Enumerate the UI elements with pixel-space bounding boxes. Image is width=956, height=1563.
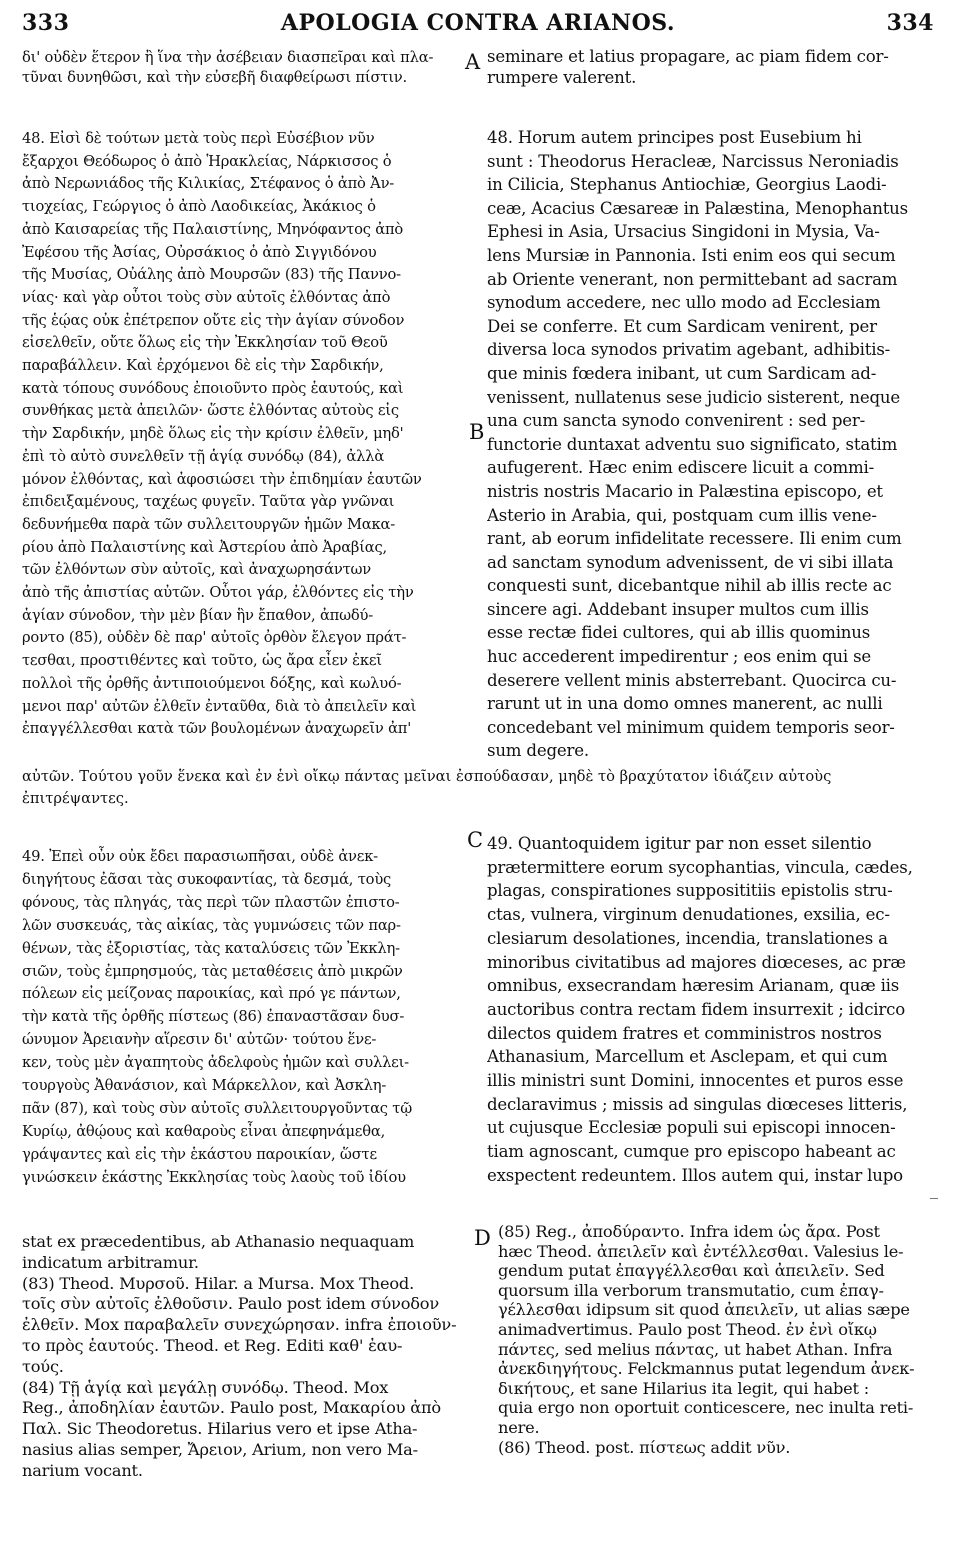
footnote-rule: [930, 1198, 938, 1199]
text-line: πολλοὶ τῆς ὀρθῆς ἀντιποιούμενοι δόξης, καὶ κωλυό-: [22, 674, 402, 692]
latin-section-48: [487, 126, 936, 763]
text-line: ροντο (85), οὐδὲν δὲ παρ' αὐτοῖς ὀρθὸν ἔλεγον πράτ-: [22, 629, 407, 647]
text-line: λῶν συσκευάς, τὰς αἰκίας, τὰς γυμνώσεις τῶν παρ-: [22, 916, 401, 934]
margin-marker-a: A: [465, 50, 481, 74]
text-line: functorie duntaxat adventu suo significato, statim: [487, 434, 898, 454]
text-line: πάντες, sed melius πάντας, ut habet Athan. Infra: [498, 1339, 893, 1359]
text-line: ἔξαρχοι Θεόδωρος ὁ ἀπὸ Ἡρακλείας, Νάρκισσος ὁ: [22, 152, 392, 170]
text-line: rarunt ut in una domo omnes manerent, ac nulli: [487, 694, 883, 714]
text-line: diversa loca synodos privatim agebant, adhibitis-: [487, 340, 891, 360]
text-line: τῆς ἑῴας οὐκ ἐπέτρεπον οὔτε εἰς τὴν ἁγίαν σύνοδον: [22, 311, 405, 329]
text-line: in Cilicia, Stephanus Antiochiæ, Georgius Laodi-: [487, 175, 887, 195]
text-line: συνθήκας μετὰ ἀπειλῶν· ὥστε ἐλθόντας αὐτοὺς εἰς: [22, 402, 399, 420]
text-line: 48. Εἰσὶ δὲ τούτων μετὰ τοὺς περὶ Εὐσέβιον νῦν: [22, 130, 375, 147]
text-line: (85) Reg., ἀποδύραντο. Infra idem ὡς ἄρα. Post: [498, 1222, 880, 1241]
margin-marker-b: B: [469, 420, 485, 444]
text-line: 48. Horum autem principes post Eusebium hi: [487, 128, 862, 147]
text-line: εἰσελθεῖν, οὔτε ὅλως εἰς τὴν Ἐκκλησίαν τοῦ Θεοῦ: [22, 334, 388, 352]
text-line: δεδυνήμεθα παρὰ τῶν συλλειτουργῶν ἡμῶν Μακα-: [22, 515, 395, 533]
text-line: prætermittere eorum sycophantias, vincula, cædes,: [487, 857, 913, 877]
text-line: nasius alias semper, Ἄρειον, Arium, non vero Ma-: [22, 1439, 418, 1459]
text-line: γράψαντες καὶ εἰς τὴν ἑκάστου παροικίαν, ὥστε: [22, 1145, 377, 1163]
text-line: declaravimus ; missis ad singulas diœceses litteris,: [487, 1094, 908, 1114]
text-line: tiam agnoscant, cumque pro episcopo habeant ac: [487, 1142, 896, 1162]
text-line: φόνους, τὰς πληγάς, τὰς περὶ τῶν πλαστῶν ἐπιστο-: [22, 893, 400, 911]
footnotes-left: [22, 1232, 472, 1482]
text-line: σιῶν, τοὺς ἐμπρησμούς, τὰς μεταθέσεις ἀπὸ μικρῶν: [22, 962, 403, 980]
text-line: minoribus civitatibus ad majores diœceses, ac præ: [487, 952, 906, 972]
footnotes-right: [498, 1222, 938, 1457]
text-line: illis ministri sunt Domini, innocentes et puros esse: [487, 1071, 904, 1091]
text-line: μόνον ἐλθόντας, καὶ ἀφοσιώσει τὴν ἐπιδημίαν ἑαυτῶν: [22, 470, 422, 488]
text-line: venissent, nullatenus sese judicio sisterent, neque: [487, 387, 900, 407]
text-line: νίας· καὶ γὰρ οὗτοι τοὺς σὺν αὐτοῖς ἐλθόντας ἀπὸ: [22, 288, 391, 306]
text-line: nistris nostris Macario in Palæstina episcopo, et: [487, 481, 883, 501]
text-line: ab Oriente venerant, non permittebant ad sacram: [487, 269, 898, 289]
text-line: rant, ab eorum infidelitate recessere. Ili enim cum: [487, 529, 902, 549]
text-line: ctas, vulnera, virginum denudationes, exsilia, ec-: [487, 905, 890, 925]
text-line: το πρὸς ἑαυτούς. Theod. et Reg. Editi καθ' ἑαυ-: [22, 1335, 403, 1355]
greek-column-intro: [22, 48, 464, 88]
text-line: τουργοὺς Ἀθανάσιον, καὶ Μάρκελλον, καὶ Ἀσκλη-: [22, 1077, 387, 1095]
page-number-left: 333: [22, 10, 70, 36]
text-line: Reg., ἀποδηλίαν ἑαυτῶν. Paulo post, Μακαρίου ἀπὸ: [22, 1398, 441, 1418]
text-line: Παλ. Sic Theodoretus. Hilarius vero et ipse Atha-: [22, 1419, 418, 1439]
greek-section-49: [22, 846, 464, 1190]
text-line: rumpere valerent.: [487, 68, 637, 87]
text-line: τούς.: [22, 1356, 64, 1376]
greek-full-width-continuation: [22, 766, 938, 810]
text-line: lens Mursiæ in Pannonia. Isti enim eos qui secum: [487, 245, 896, 265]
text-line: gendum putat ἐπαγγέλλεσθαι καὶ ἀπειλεῖν. Sed: [498, 1261, 885, 1281]
text-line: ἀνεκδιηγήτους. Felckmannus putat legendum ἀνεκ-: [498, 1359, 915, 1379]
text-line: ἐπὶ τὸ αὐτὸ συνελθεῖν τῇ ἁγίᾳ συνόδῳ (84), ἀλλὰ: [22, 447, 385, 465]
text-line: plagas, conspirationes supposititiis epistolis stru-: [487, 881, 893, 901]
text-line: μενοι παρ' αὐτῶν ἐλθεῖν ἐνταῦθα, διὰ τὸ ἀπειλεῖν καὶ: [22, 697, 417, 715]
text-line: πόλεων εἰς μείζονας παροικίας, καὶ πρό γε πάντων,: [22, 985, 401, 1003]
text-line: τῶν ἐλθόντων σὺν αὐτοῖς, καὶ ἀναχωρησάντων: [22, 561, 371, 579]
text-line: τῦναι δυνηθῶσι, καὶ τὴν εὐσεβῆ διαφθείρωσι πίστιν.: [22, 69, 407, 86]
text-line: δι' οὐδὲν ἕτερον ἢ ἵνα τὴν ἀσέβειαν διασπεῖραι καὶ πλα-: [22, 49, 434, 66]
text-line: γινώσκειν ἑκάστης Ἐκκλησίας τοὺς λαοὺς τοῦ ἰδίου: [22, 1168, 406, 1186]
text-line: παραβάλλειν. Καὶ ἐρχόμενοι δὲ εἰς τὴν Σαρδικήν,: [22, 357, 384, 375]
text-line: sunt : Theodorus Heracleæ, Narcissus Neroniadis: [487, 151, 899, 171]
text-line: ἐλθεῖν. Mox παραβαλεῖν συνεχώρησαν. infra ἐποιοῦν-: [22, 1315, 457, 1335]
text-line: Asterio in Arabia, qui, postquam cum illis vene-: [487, 505, 877, 525]
text-line: conquesti sunt, dicebantque nihil ab illis recte ac: [487, 576, 892, 596]
text-line: θένων, τὰς ἐξοριστίας, τὰς καταλύσεις τῶν Ἐκκλη-: [22, 939, 400, 957]
latin-column-intro: [487, 46, 936, 88]
text-line: ἐπιδειξαμένους, ταχέως φυγεῖν. Ταῦτα γὰρ γνῶναι: [22, 493, 395, 511]
margin-marker-d: D: [474, 1226, 491, 1250]
text-line: κατὰ τόπους συνόδους ἐποιοῦντο πρὸς ἑαυτούς, καὶ: [22, 379, 404, 397]
text-line: ἐπιτρέψαντες.: [22, 790, 129, 807]
text-line: narium vocant.: [22, 1460, 143, 1480]
text-line: animadvertimus. Paulo post Theod. ἐν ἑνὶ οἴκῳ: [498, 1319, 877, 1339]
text-line: concedebant vel minimum quidem temporis seor-: [487, 717, 895, 737]
text-line: 49. Quantoquidem igitur par non esset silentio: [487, 834, 872, 853]
text-line: sincere agi. Addebant insuper multos cum illis: [487, 599, 869, 619]
page-number-right: 334: [886, 10, 934, 36]
text-line: indicatum arbitramur.: [22, 1252, 199, 1272]
text-line: seminare et latius propagare, ac piam fidem cor-: [487, 47, 889, 66]
text-line: Κυρίῳ, ἀθῴους καὶ καθαροὺς εἶναι ἀπεφηνάμεθα,: [22, 1122, 386, 1140]
text-line: exspectent redeuntem. Illos autem qui, instar lupo: [487, 1165, 903, 1185]
text-line: τεσθαι, προστιθέντες καὶ τοῦτο, ὡς ἄρα εἶεν ἐκεῖ: [22, 652, 382, 670]
text-line: ἁγίαν σύνοδον, τὴν μὲν βίαν ἣν ἔπαθον, ἀπωδύ-: [22, 606, 374, 624]
running-title: APOLOGIA CONTRA ARIANOS.: [280, 10, 676, 36]
text-line: ἀπὸ τῆς ἀπιστίας αὐτῶν. Οὗτοι γάρ, ἐλθόντες εἰς τὴν: [22, 584, 414, 602]
text-line: (86) Theod. post. πίστεως addit νῦν.: [498, 1437, 791, 1457]
text-line: stat ex præcedentibus, ab Athanasio nequaquam: [22, 1232, 415, 1251]
text-line: πᾶν (87), καὶ τοὺς σὺν αὐτοῖς συλλειτουργοῦντας τῷ: [22, 1099, 412, 1117]
text-line: κεν, τοὺς μὲν ἀγαπητοὺς ἀδελφοὺς ἡμῶν καὶ συλλει-: [22, 1054, 409, 1072]
text-line: ώνυμον Ἀρειανὴν αἵρεσιν δι' αὐτῶν· τούτου ἕνε-: [22, 1031, 377, 1049]
text-line: ἀπὸ Νερωνιάδος τῆς Κιλικίας, Στέφανος ὁ ἀπὸ Ἀν-: [22, 175, 395, 193]
margin-marker-c: C: [467, 828, 484, 852]
text-line: quorsum illa verborum transmutatio, cum ἐπαγ-: [498, 1280, 884, 1300]
text-line: quia ergo non oportuit conticescere, nec inulta reti-: [498, 1398, 914, 1418]
latin-section-49: [487, 832, 936, 1188]
greek-section-48: [22, 128, 464, 741]
text-line: ἐπαγγέλλεσθαι κατὰ τῶν βουλομένων ἀναχωρεῖν ἀπ': [22, 720, 412, 738]
text-line: omnibus, exsecrandam hæresim Arianam, quæ iis: [487, 976, 900, 996]
text-line: que minis fœdera inibant, ut cum Sardicam ad-: [487, 363, 877, 383]
text-line: ceæ, Acacius Cæsareæ in Palæstina, Menophantus: [487, 198, 908, 218]
text-line: sum degere.: [487, 741, 589, 761]
text-line: τὴν κατὰ τῆς ὀρθῆς πίστεως (86) ἐπαναστᾶσαν δυσ-: [22, 1008, 405, 1026]
text-line: hæc Theod. ἀπειλεῖν καὶ ἐντέλλεσθαι. Valesius le-: [498, 1241, 904, 1261]
text-line: ad sanctam synodum advenissent, de vi sibi illata: [487, 552, 894, 572]
text-line: τῆς Μυσίας, Οὐάλης ἀπὸ Μουρσῶν (83) τῆς Παννο-: [22, 266, 401, 284]
text-line: τοῖς σὺν αὐτοῖς ἐλθοῦσιν. Paulo post idem σύνοδον: [22, 1294, 439, 1314]
text-line: διηγήτους ἐᾶσαι τὰς συκοφαντίας, τὰ δεσμά, τοὺς: [22, 870, 392, 888]
text-line: huc accederent impedirentur ; eos enim qui se: [487, 647, 871, 667]
text-line: τὴν Σαρδικήν, μηδὲ ὅλως εἰς τὴν κρίσιν ἐλθεῖν, μηδ': [22, 425, 404, 443]
text-line: δικήτους, et sane Hilarius ita legit, qui habet :: [498, 1378, 870, 1398]
text-line: Ephesi in Asia, Ursacius Singidoni in Mysia, Va-: [487, 222, 880, 242]
text-line: Dei se conferre. Et cum Sardicam venirent, per: [487, 316, 877, 336]
text-line: synodum accedere, nec ullo modo ad Ecclesiam: [487, 293, 881, 313]
text-line: nere.: [498, 1417, 540, 1437]
text-line: γέλλεσθαι idipsum sit quod ἀπειλεῖν, ut alias sæpe: [498, 1300, 910, 1320]
text-line: dilectos quidem fratres et comministros nostros: [487, 1023, 882, 1043]
text-line: (84) Τῇ ἁγίᾳ καὶ μεγάλῃ συνόδῳ. Theod. Mox: [22, 1377, 389, 1397]
text-line: Ἐφέσου τῆς Ἀσίας, Οὐρσάκιος ὁ ἀπὸ Σιγγιδόνου: [22, 243, 377, 261]
text-line: deserere vellent minis absterrebant. Quocirca cu-: [487, 670, 897, 690]
text-line: aufugerent. Hæc enim ediscere licuit a commi-: [487, 458, 875, 478]
text-line: auctoribus contra rectam fidem insurrexit ; idcirco: [487, 999, 906, 1019]
text-line: una cum sancta synodo convenirent : sed per-: [487, 411, 866, 431]
text-line: esse rectæ fidei cultores, qui ab illis quominus: [487, 623, 871, 643]
text-line: ut cujusque Ecclesiæ populi sui episcopi innocen-: [487, 1118, 896, 1138]
text-line: 49. Ἐπεὶ οὖν οὐκ ἔδει παρασιωπῆσαι, οὐδὲ ἀνεκ-: [22, 848, 378, 865]
text-line: ἀπὸ Καισαρείας τῆς Παλαιστίνης, Μηνόφαντος ἀπὸ: [22, 220, 404, 238]
text-line: αὐτῶν. Τούτου γοῦν ἕνεκα καὶ ἐν ἑνὶ οἴκῳ πάντας μεῖναι ἐσπούδασαν, μηδὲ τὸ βραχύτατον ἰδιάζειν αὐτοὺς: [22, 768, 832, 785]
text-line: ρίου ἀπὸ Παλαιστίνης καὶ Ἀστερίου ἀπὸ Ἀραβίας,: [22, 538, 387, 556]
text-line: Athanasium, Marcellum et Asclepam, et qui cum: [487, 1047, 888, 1067]
text-line: clesiarum desolationes, incendia, translationes a: [487, 928, 888, 948]
running-header: [22, 10, 934, 44]
text-line: (83) Theod. Μυρσοῦ. Hilar. a Mursa. Mox Theod.: [22, 1273, 415, 1293]
text-line: τιοχείας, Γεώργιος ὁ ἀπὸ Λαοδικείας, Ἀκάκιος ὁ: [22, 198, 376, 216]
